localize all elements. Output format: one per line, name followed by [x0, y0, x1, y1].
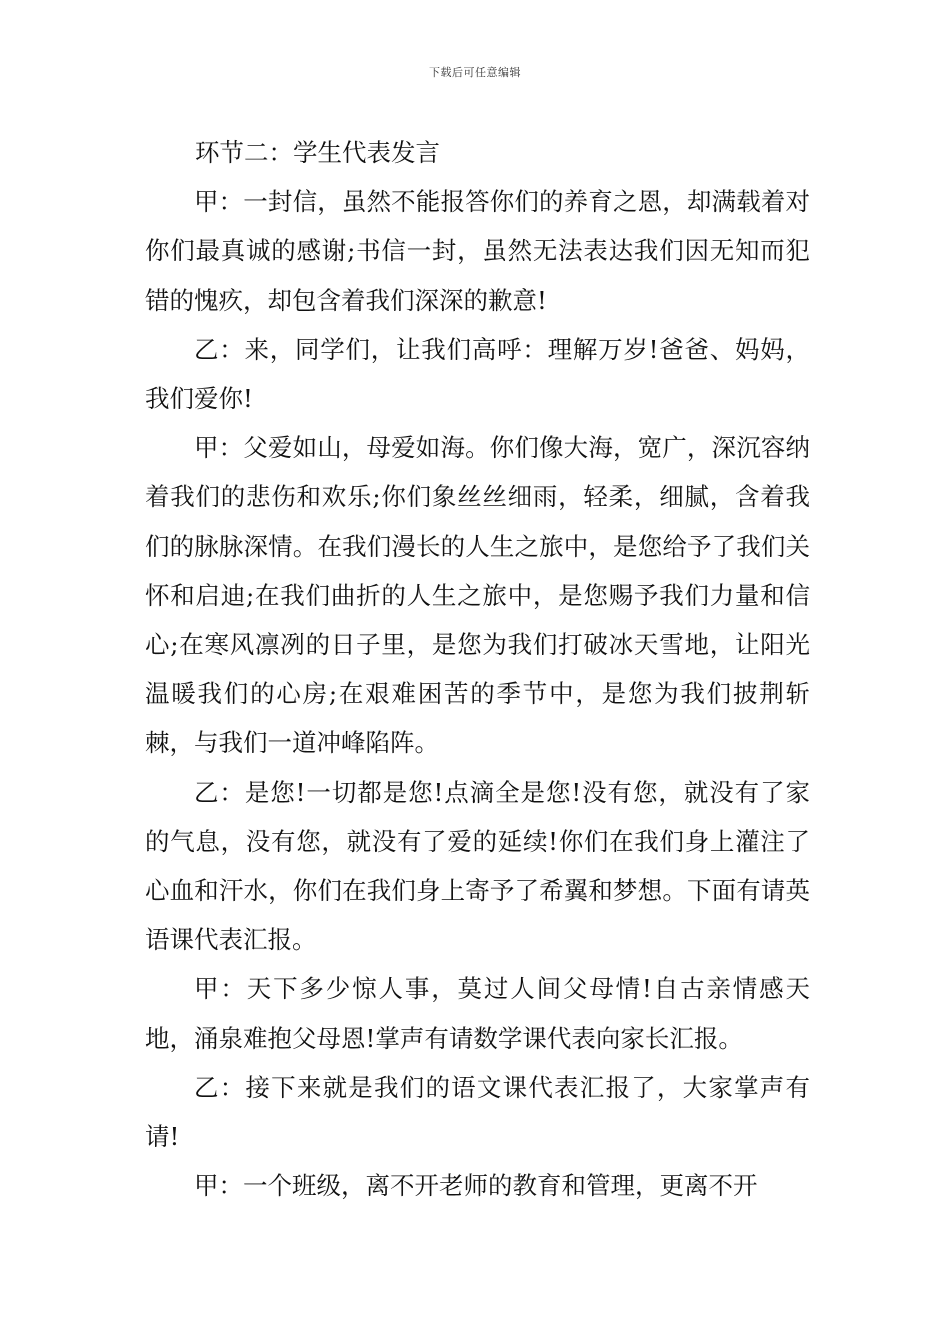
paragraph-4: 乙：是您!一切都是您!点滴全是您!没有您，就没有了家的气息，没有您，就没有了爱的延续!你们在我们身上灌注了心血和汗水，你们在我们身上寄予了希翼和梦想。下面有请英语课代表汇报。 — [145, 777, 810, 955]
paragraph-5: 甲：天下多少惊人事，莫过人间父母情!自古亲情感天地，涌泉难抱父母恩!掌声有请数学课代表向家长汇报。 — [145, 974, 810, 1053]
document-body — [145, 128, 810, 1210]
paragraph-7: 甲：一个班级，离不开老师的教育和管理，更离不开 — [194, 1171, 758, 1201]
paragraph-1: 甲：一封信，虽然不能报答你们的养育之恩，却满载着对你们最真诚的感谢;书信一封，虽然无法表达我们因无知而犯错的愧疚，却包含着我们深深的歉意! — [145, 187, 810, 315]
paragraph-2: 乙：来，同学们，让我们高呼：理解万岁!爸爸、妈妈，我们爱你! — [145, 334, 810, 414]
section-heading: 环节二：学生代表发言 — [195, 138, 440, 167]
paragraph-3: 甲：父爱如山，母爱如海。你们像大海，宽广，深沉容纳着我们的悲伤和欢乐;你们象丝丝细雨，轻柔，细腻，含着我们的脉脉深情。在我们漫长的人生之旅中，是您给予了我们关怀和启迪;在我们曲折的人生之旅中，是您赐予我们力量和信心;在寒风凛冽的日子里，是您为我们打破冰天雪地，让阳光温暖我们的心房;在艰难困苦的季节中，是您为我们披荆斩棘，与我们一道冲峰陷阵。 — [145, 433, 810, 758]
page-header-note: 下载后可任意编辑 — [429, 66, 521, 79]
paragraph-6: 乙：接下来就是我们的语文课代表汇报了，大家掌声有请! — [145, 1072, 810, 1152]
